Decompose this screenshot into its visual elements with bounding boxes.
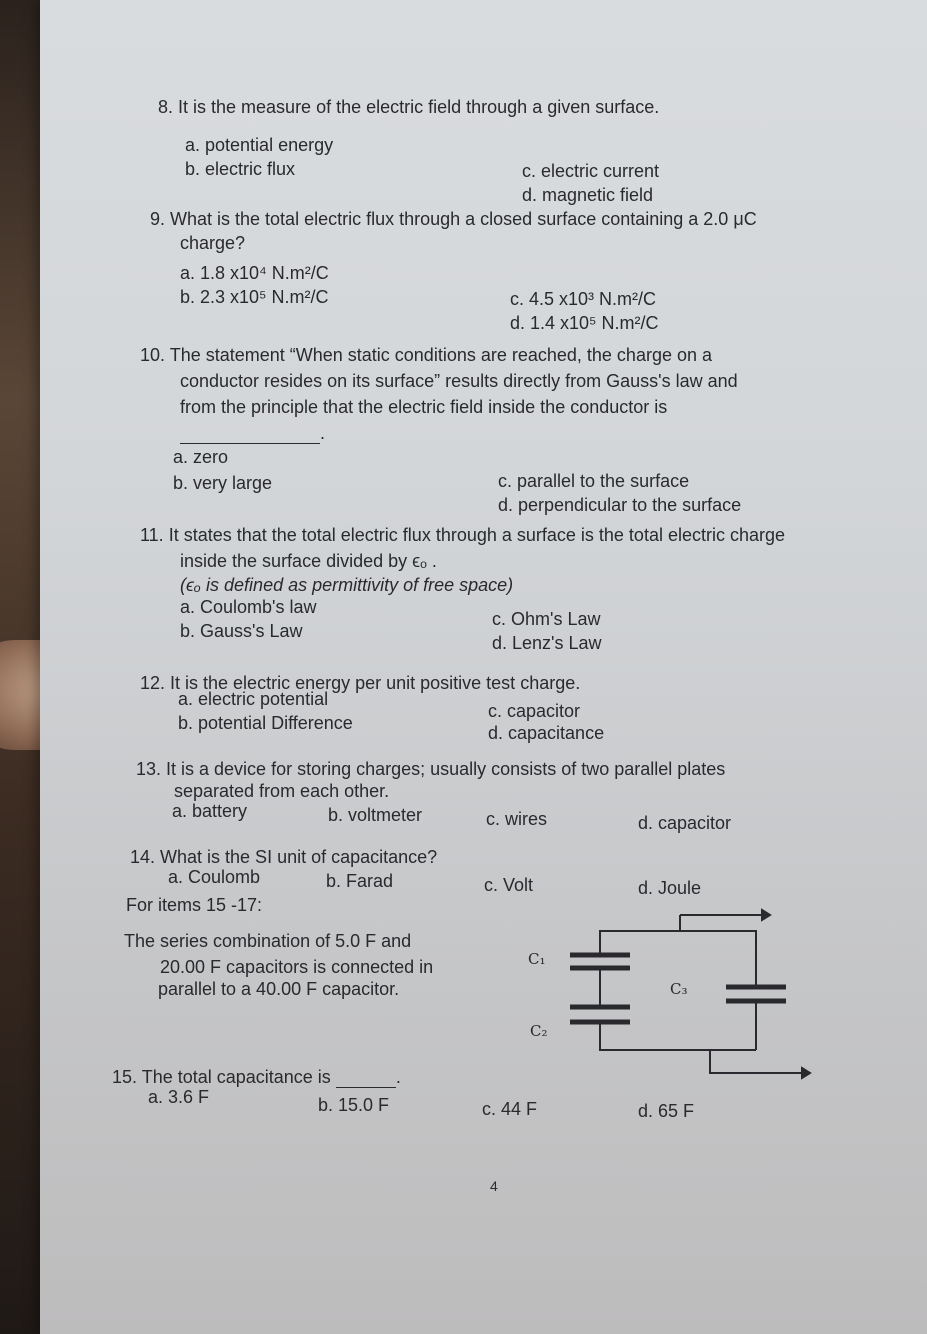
bottom-wire [710,1050,802,1073]
q14-option-c: c. Volt [484,875,534,895]
exam-page [40,0,927,1334]
answer-blank [180,429,320,444]
q11-option-b: b. Gauss's Law [180,621,303,641]
circuit-desc-line3: parallel to a 40.00 F capacitor. [158,979,400,999]
q13-option-c: c. wires [486,809,548,829]
q13-option-d: d. capacitor [638,813,732,833]
q8-option-d: d. magnetic field [522,185,654,205]
q14-option-b: b. Farad [326,871,394,891]
q15-option-d: d. 65 F [638,1101,695,1121]
q11-stem-line1: 11. It states that the total electric flux through a surface is the total electric charge [140,525,786,545]
q9-option-d: d. 1.4 x10⁵ N.m²/C [510,313,659,333]
q10-option-a: a. zero [173,447,229,467]
q9-stem-line1: 9. What is the total electric flux through a closed surface containing a 2.0 μC [150,209,757,229]
left-branch-bottom-wire [600,1022,756,1050]
q10-option-b: b. very large [173,473,273,493]
q10-option-c: c. parallel to the surface [498,471,690,491]
q10-stem-line2: conductor resides on its surface” results directly from Gauss's law and [180,371,738,391]
c1-label: C₁ [528,950,546,968]
circuit-desc-line1: The series combination of 5.0 F and [124,931,412,951]
q15-option-b: b. 15.0 F [318,1095,390,1115]
q15-option-c: c. 44 F [482,1099,538,1119]
q13-option-b: b. voltmeter [328,805,423,825]
right-branch-top-wire [680,931,756,985]
q12-option-d: d. capacitance [488,723,605,743]
q15-option-a: a. 3.6 F [148,1087,210,1107]
q14-option-d: d. Joule [638,878,702,898]
q8-option-b: b. electric flux [185,159,296,179]
c3-label: C₃ [670,980,688,998]
q9-option-b: b. 2.3 x10⁵ N.m²/C [180,287,329,307]
q12-option-b: b. potential Difference [178,713,353,733]
q11-stem-line2: inside the surface divided by ϵₒ . [180,551,437,571]
q12-stem: 12. It is the electric energy per unit positive test charge. [140,673,581,693]
q9-option-a: a. 1.8 x10⁴ N.m²/C [180,263,329,283]
q12-option-c: c. capacitor [488,701,581,721]
items-intro: For items 15 -17: [126,895,263,915]
c2-label: C₂ [530,1022,548,1040]
q10-option-d: d. perpendicular to the surface [498,495,742,515]
answer-blank [336,1073,396,1088]
bottom-arrow [802,1068,810,1078]
q10-stem-line1: 10. The statement “When static conditions are reached, the charge on a [140,345,713,365]
q8-option-a: a. potential energy [185,135,334,155]
q11-option-d: d. Lenz's Law [492,633,602,653]
q14-option-a: a. Coulomb [168,867,261,887]
top-arrow [762,910,770,920]
q11-note: (ϵₒ is defined as permittivity of free space) [180,575,514,595]
left-branch-top-wire [600,915,680,953]
q13-stem-line2: separated from each other. [174,781,390,801]
q8-option-c: c. electric current [522,161,660,181]
q8-stem: 8. It is the measure of the electric field through a given surface. [158,97,660,117]
q9-option-c: c. 4.5 x10³ N.m²/C [510,289,657,309]
page-number: 4 [490,1178,498,1194]
circuit-desc-line2: 20.00 F capacitors is connected in [160,957,434,977]
q9-stem-line2: charge? [180,233,246,253]
q10-stem-line4: . [180,422,325,444]
q15-stem: 15. The total capacitance is . [112,1067,401,1087]
q11-option-c: c. Ohm's Law [492,609,601,629]
q12-option-a: a. electric potential [178,689,329,709]
capacitor-circuit-diagram [540,905,830,1095]
q10-stem-line3: from the principle that the electric field inside the conductor is [180,397,668,417]
q11-option-a: a. Coulomb's law [180,597,317,617]
q13-option-a: a. battery [172,801,248,821]
q14-stem: 14. What is the SI unit of capacitance? [130,847,438,867]
q13-stem-line1: 13. It is a device for storing charges; usually consists of two parallel plates [136,759,726,779]
